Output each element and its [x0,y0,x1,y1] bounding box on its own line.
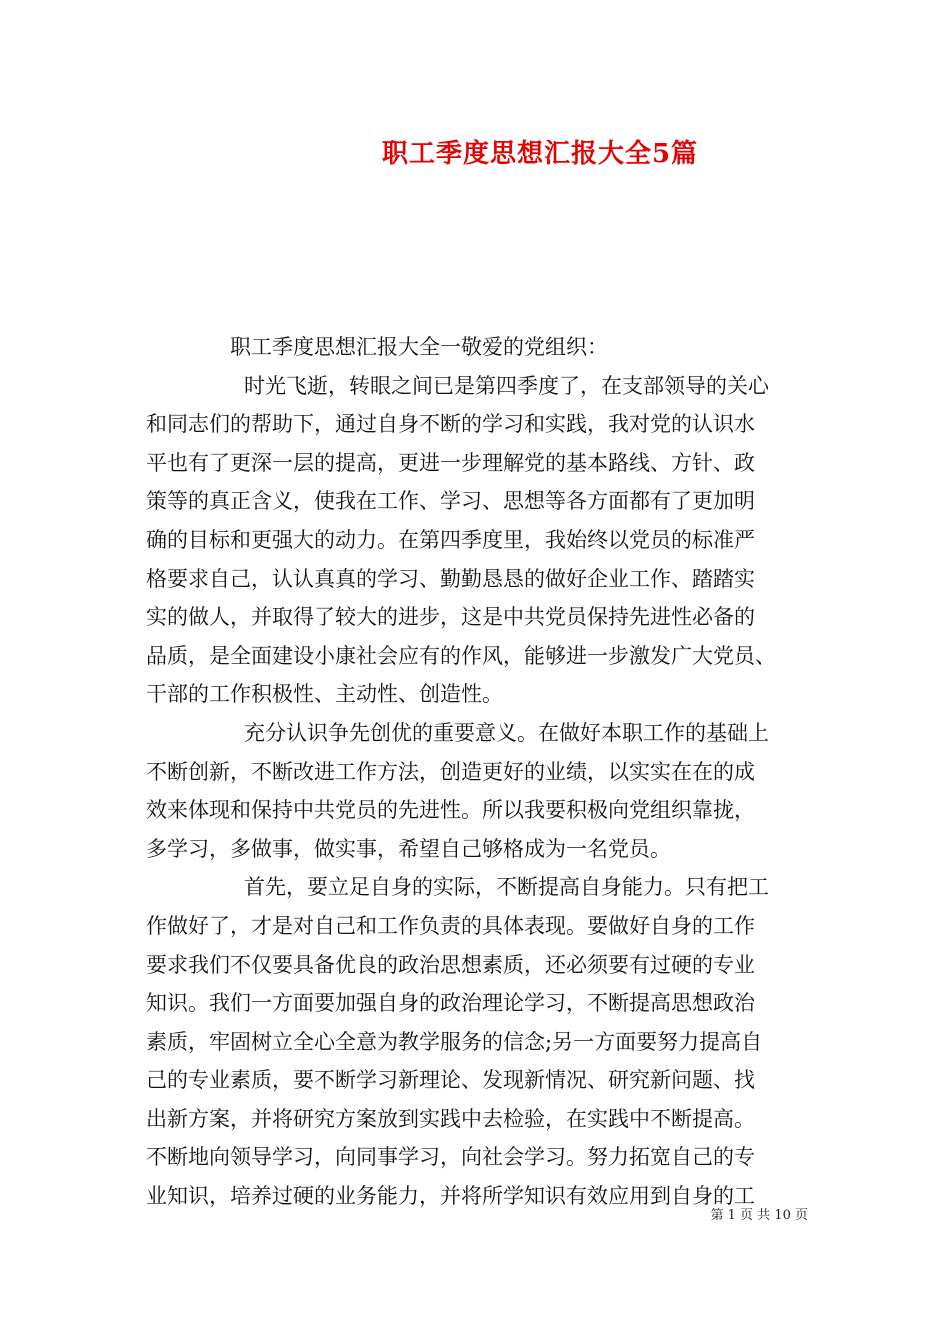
paragraph-2 [146,714,806,868]
paragraph-line: 和同志们的帮助下，通过自身不断的学习和实践，我对党的认识水 [146,412,755,437]
greeting-line: 职工季度思想汇报大全一敬爱的党组织： [230,335,608,359]
paragraph-line: 品质，是全面建设小康社会应有的作风，能够进一步激发广大党员、 [146,643,776,668]
paragraph-line: 充分认识争先创优的重要意义。在做好本职工作的基础上 [244,720,769,745]
paragraph-line: 平也有了更深一层的提高，更进一步理解党的基本路线、方针、政 [146,450,755,475]
document-body [146,328,806,1216]
paragraph-line: 作做好了，才是对自己和工作负责的具体表现。要做好自身的工作 [146,913,755,938]
paragraph-line: 素质，牢固树立全心全意为教学服务的信念;另一方面要努力提高自 [146,1029,763,1054]
paragraph-line: 确的目标和更强大的动力。在第四季度里，我始终以党员的标准严 [146,527,755,552]
paragraph-line: 干部的工作积极性、主动性、创造性。 [146,682,503,707]
paragraph-line: 实的做人，并取得了较大的进步，这是中共党员保持先进性必备的 [146,605,755,630]
paragraph-line: 首先，要立足自身的实际，不断提高自身能力。只有把工 [244,875,769,900]
paragraph-line: 多学习，多做事，做实事，希望自己够格成为一名党员。 [146,836,671,861]
document-title: 职工季度思想汇报大全5篇 [381,139,699,169]
paragraph-line: 己的专业素质，要不断学习新理论、发现新情况、研究新问题、找 [146,1068,755,1093]
paragraph-line: 要求我们不仅要具备优良的政治思想素质，还必须要有过硬的专业 [146,952,755,977]
paragraph-line: 不断创新，不断改进工作方法，创造更好的业绩，以实实在在的成 [146,759,755,784]
paragraph-line: 效来体现和保持中共党员的先进性。所以我要积极向党组织靠拢， [146,798,755,823]
page-number: 第 1 页 共 10 页 [710,1208,808,1223]
paragraph-line: 时光飞逝，转眼之间已是第四季度了，在支部领导的关心 [244,373,769,398]
paragraph-line: 不断地向领导学习，向同事学习，向社会学习。努力拓宽自己的专 [146,1145,755,1170]
paragraph-line: 策等的真正含义，使我在工作、学习、思想等各方面都有了更加明 [146,489,755,514]
paragraph-3 [146,868,806,1215]
paragraph-line: 业知识，培养过硬的业务能力，并将所学知识有效应用到自身的工 [146,1184,755,1209]
paragraph-1 [146,367,806,714]
paragraph-line: 格要求自己，认认真真的学习、勤勤恳恳的做好企业工作、踏踏实 [146,566,755,591]
paragraph-line: 出新方案，并将研究方案放到实践中去检验，在实践中不断提高。 [146,1106,755,1131]
paragraph-line: 知识。我们一方面要加强自身的政治理论学习，不断提高思想政治 [146,991,755,1016]
